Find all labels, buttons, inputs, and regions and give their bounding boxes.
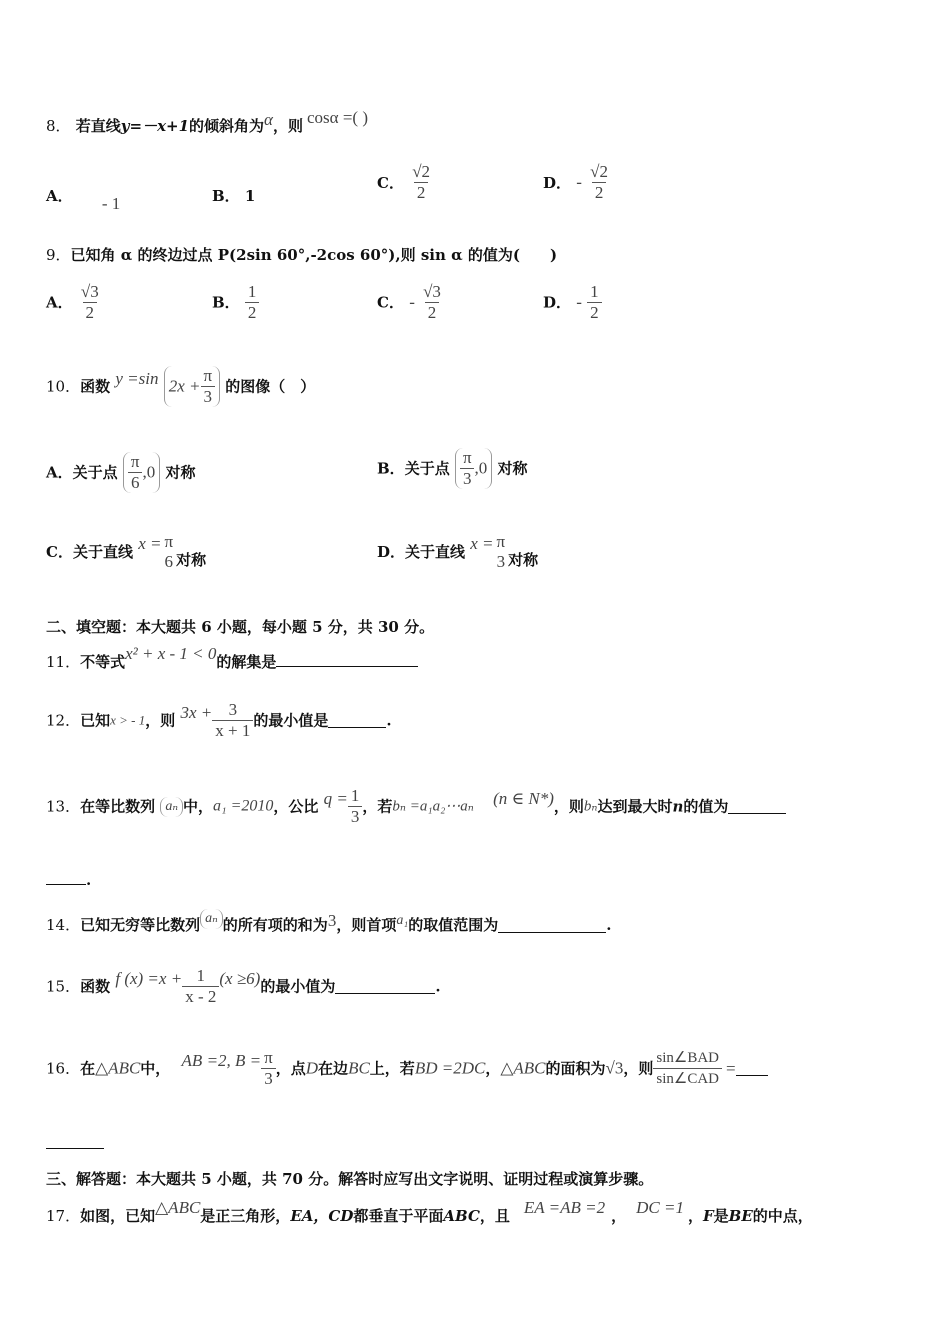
q9-text: 已知角 α 的终边过点 P(2sin 60°,-2cos 60°),则 sin α 的值为( ) — [70, 246, 558, 264]
q12-text-c: 的最小值是 — [253, 711, 329, 730]
q17-point-f: F — [702, 1207, 714, 1225]
option-sign: - — [576, 172, 582, 192]
q13-sequence: aₙ — [160, 797, 183, 817]
option-sign: - — [576, 292, 582, 312]
q15-text-a: 函数 — [80, 977, 111, 996]
q17-plane: ABC — [443, 1207, 480, 1225]
q16-text-b: 中， — [140, 1059, 171, 1078]
q17-eq2: DC =1 — [636, 1198, 684, 1217]
q13-continuation — [46, 870, 91, 890]
q16-text-e: 上，若 — [369, 1059, 415, 1078]
q16-answer-blank-continued[interactable] — [46, 1134, 104, 1149]
q16-text-h: ，则 — [623, 1059, 654, 1078]
option-label: C． — [46, 543, 73, 561]
q10-stem — [46, 366, 315, 407]
option-label: D． — [543, 173, 572, 192]
q13-text-d: ，若 — [362, 797, 393, 816]
option-label: B． — [212, 293, 240, 312]
q15-function: f (x) =x + — [115, 968, 183, 988]
q17-eq1: EA =AB =2 — [523, 1198, 606, 1217]
q17-number: 17． — [46, 1207, 81, 1225]
q11-answer-blank[interactable] — [276, 652, 418, 667]
q16-given: AB =2, B = — [181, 1050, 262, 1070]
q14-text-b: 的所有项的和为 — [222, 916, 328, 934]
option-value: 1 — [244, 187, 256, 205]
q16-continuation — [46, 1134, 104, 1154]
q12-condition: x > - 1 — [110, 712, 146, 728]
option-label: C． — [377, 173, 404, 192]
q8-option-d[interactable] — [543, 162, 611, 203]
q16-triangle-2: △ABC — [500, 1058, 546, 1078]
q17-text-a: 如图，已知 — [80, 1207, 156, 1225]
q15-condition: (x ≥6) — [219, 968, 261, 988]
q13-answer-blank-continued[interactable] — [46, 870, 86, 885]
q13-text-b: 中， — [183, 797, 214, 816]
q16-triangle: △ABC — [95, 1058, 141, 1078]
q9-option-d[interactable] — [543, 282, 602, 323]
option-label: A． — [46, 187, 73, 205]
option-fraction: $\frac{√3}{2}$ — [423, 282, 441, 322]
q11-stem — [46, 644, 418, 672]
option-fraction: $\frac{√2}{2}$ — [590, 162, 608, 202]
q12-text-b: ，则 — [145, 711, 176, 730]
option-label: B． — [377, 459, 405, 478]
q13-period: . — [86, 871, 92, 889]
q10-text-a: 函数 — [80, 377, 111, 396]
q9-option-c[interactable] — [377, 282, 444, 323]
q15-answer-blank[interactable] — [335, 979, 435, 994]
q14-text-d: 的取值范围为 — [408, 916, 499, 934]
q17-stem — [46, 1198, 813, 1226]
q8-option-b[interactable] — [212, 186, 255, 206]
q8-text-b: 的倾斜角为 — [189, 117, 265, 135]
option-fraction: $\frac{1}{2}$ — [587, 282, 602, 323]
q9-option-a[interactable] — [46, 282, 102, 323]
q8-equation: y=－x+1 — [120, 117, 190, 135]
q17-text-d: 都垂直于平面 — [353, 1207, 444, 1225]
option-lhs: x = — [138, 534, 162, 553]
q17-text-l: 的中点， — [752, 1207, 813, 1225]
q8-paren: ( ) — [352, 108, 368, 127]
q8-text-c: ，则 — [272, 117, 303, 135]
q17-lines: EA，CD — [290, 1207, 354, 1225]
q16-answer-blank[interactable] — [736, 1061, 768, 1076]
q14-text-a: 已知无穷等比数列 — [80, 916, 201, 934]
q10-option-a[interactable] — [46, 452, 195, 493]
q12-stem — [46, 700, 392, 741]
q10-option-d[interactable] — [377, 532, 538, 572]
q16-ratio: BD =2DC — [414, 1058, 486, 1078]
option-label: A． — [46, 293, 73, 312]
q13-text-f: 达到最大时 — [597, 797, 673, 816]
q12-number: 12． — [46, 711, 81, 730]
option-sign: - — [409, 292, 415, 312]
q15-number: 15． — [46, 977, 81, 996]
q15-period: . — [435, 977, 441, 996]
q13-ratio-fraction: $\frac{1}{3}$ — [348, 786, 363, 827]
q8-alpha: α — [264, 110, 273, 129]
q16-text-f: ， — [485, 1059, 501, 1078]
q16-text-g: 的面积为 — [545, 1059, 606, 1078]
q16-area: √3 — [605, 1058, 624, 1078]
q13-text-a: 在等比数列 — [80, 797, 156, 816]
q10-number: 10． — [46, 377, 81, 396]
q17-text-b: 是正三角形， — [200, 1207, 291, 1225]
q14-stem — [46, 911, 612, 935]
q13-bn2: bₙ — [583, 798, 598, 815]
option-point: $\frac{\pi}{6}$ ,0 — [123, 452, 160, 493]
option-fraction: $\frac{1}{2}$ — [245, 282, 260, 323]
q8-stem — [46, 108, 368, 136]
q16-sine-ratio: $\frac{\text{sin∠BAD}}{\text{sin∠CAD}}$ — [653, 1048, 722, 1089]
q10-text-b: 的图像（ ） — [225, 377, 316, 396]
option-label: A． — [46, 463, 73, 482]
option-prefix: 关于点 — [404, 459, 450, 478]
option-label: C． — [377, 293, 404, 312]
q8-text-a: 若直线 — [75, 117, 121, 135]
section-3-title: 三、解答题：本大题共 5 小题，共 70 分。解答时应写出文字说明、证明过程或演算步骤。 — [46, 1170, 654, 1188]
q11-text-b: 的解集是 — [216, 653, 277, 671]
q13-n: n — [672, 797, 684, 816]
q17-text-h: ， — [687, 1207, 703, 1225]
q17-text-f: ，且 — [479, 1207, 510, 1225]
q13-number: 13． — [46, 797, 81, 816]
q11-inequality: x² + x - 1 < 0 — [125, 644, 217, 663]
section-2-title: 二、填空题：本大题共 6 小题，每小题 5 分，共 30 分。 — [46, 618, 435, 636]
q11-text-a: 不等式 — [80, 653, 126, 671]
option-label: B． — [212, 187, 240, 205]
option-prefix: 关于直线 — [72, 543, 133, 561]
q16-stem — [46, 1048, 768, 1089]
q12-answer-blank[interactable] — [328, 713, 386, 728]
q11-number: 11． — [46, 653, 81, 671]
q16-number: 16． — [46, 1059, 81, 1078]
q16-text-d: 在边 — [318, 1059, 349, 1078]
q10-func: y =sin — [115, 368, 159, 388]
option-lhs: x = — [470, 534, 494, 553]
q17-segment-be: BE — [728, 1207, 753, 1225]
q14-sequence: aₙ — [200, 909, 223, 929]
q16-angle-fraction: $\frac{\pi}{3}$ — [261, 1048, 276, 1089]
q13-stem — [46, 786, 786, 827]
option-fraction: π 3 — [496, 532, 506, 571]
q10-option-c[interactable] — [46, 532, 206, 572]
q12-text-a: 已知 — [80, 711, 111, 730]
option-label: D． — [377, 543, 406, 561]
q8-option-a[interactable] — [46, 186, 121, 213]
option-fraction: $\frac{√2}{2}$ — [412, 162, 431, 202]
q13-bn: bₙ =a₁a₂⋯aₙ — [392, 798, 474, 815]
option-suffix: 对称 — [176, 551, 207, 569]
q9-number: 9． — [46, 246, 71, 264]
option-fraction: π 6 — [164, 532, 174, 571]
q16-point-d: D — [305, 1058, 319, 1078]
q10-argument: 2x + $\frac{\pi}{3}$ — [164, 366, 220, 407]
q14-period: . — [606, 916, 612, 934]
q15-text-b: 的最小值为 — [260, 977, 336, 996]
q16-text-c: ，点 — [275, 1059, 306, 1078]
q12-fraction: $\frac{3}{x + 1}$ — [212, 700, 253, 741]
q10-option-b[interactable] — [377, 448, 528, 489]
q14-answer-blank[interactable] — [498, 918, 606, 933]
q16-side-bc: BC — [348, 1058, 370, 1078]
q16-text-a: 在 — [80, 1059, 96, 1078]
q13-a1: a₁ =2010 — [213, 797, 274, 815]
q14-a1: a₁ — [396, 913, 409, 928]
option-fraction: $\frac{√3}{2}$ — [80, 282, 99, 322]
q13-ratio: q = — [323, 788, 348, 808]
q16-equals: = — [726, 1058, 736, 1078]
q17-text-g: ， — [611, 1207, 627, 1225]
option-prefix: 关于直线 — [405, 543, 466, 561]
q15-fraction: $\frac{1}{x - 2}$ — [182, 966, 219, 1007]
q13-nset: (n ∈ N*) — [493, 788, 554, 808]
option-suffix: 对称 — [497, 459, 528, 478]
option-point: $\frac{\pi}{3}$ ,0 — [455, 448, 492, 489]
option-prefix: 关于点 — [72, 463, 118, 482]
q13-answer-blank[interactable] — [728, 799, 786, 814]
q14-number: 14． — [46, 916, 81, 934]
q8-cos: cosα = — [307, 108, 353, 127]
q8-option-c[interactable] — [377, 162, 433, 203]
q12-period: . — [386, 711, 392, 730]
option-label: D． — [543, 293, 572, 312]
q8-number: 8． — [46, 117, 71, 135]
q14-text-c: ，则首项 — [336, 916, 397, 934]
q15-stem — [46, 966, 441, 1007]
q14-sum: 3 — [327, 911, 337, 930]
q9-stem — [46, 245, 557, 265]
option-suffix: 对称 — [508, 551, 539, 569]
q13-text-c: ，公比 — [273, 797, 319, 816]
q17-triangle: △ABC — [155, 1198, 201, 1217]
q17-text-j: 是 — [713, 1207, 729, 1225]
q13-text-g: 的值为 — [683, 797, 729, 816]
q13-text-e: ，则 — [553, 797, 584, 816]
q9-option-b[interactable] — [212, 282, 259, 323]
q12-expression: 3x + — [180, 702, 213, 722]
option-value: - 1 — [101, 194, 121, 213]
option-suffix: 对称 — [165, 463, 196, 482]
